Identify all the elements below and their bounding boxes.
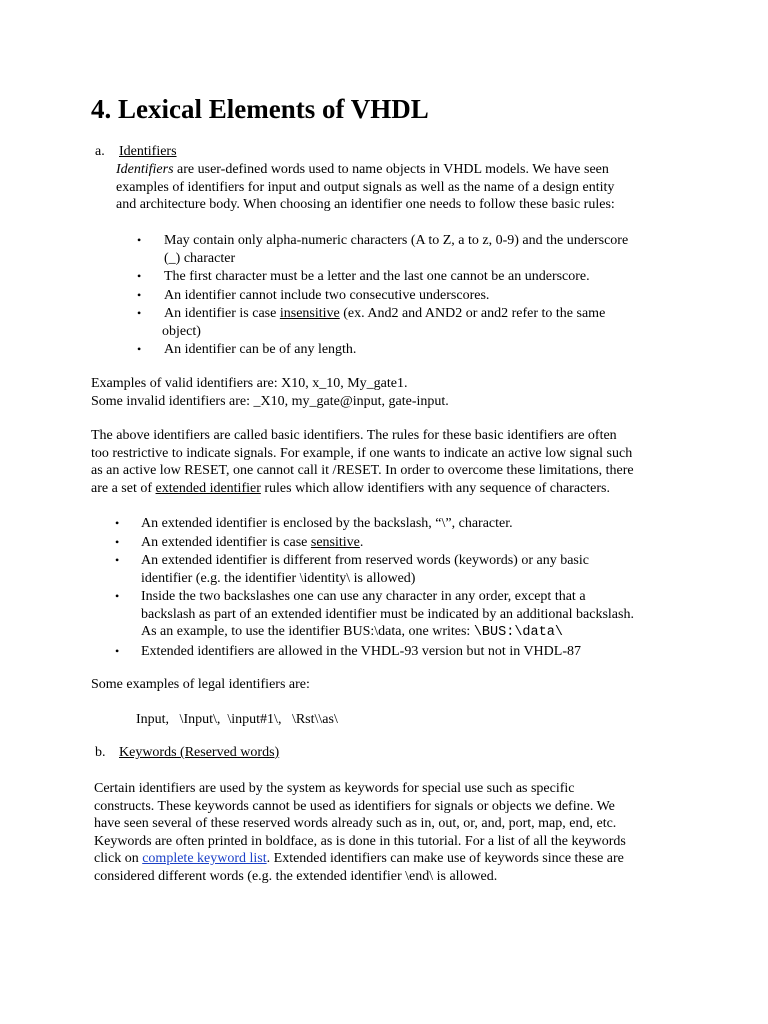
code-snippet: \BUS:\data\ [473, 625, 563, 640]
bullet-icon: • [115, 553, 120, 567]
section-a-intro [116, 161, 716, 214]
rule-text: The first character must be a letter and the last one cannot be an underscore. [164, 269, 590, 284]
paragraph-text: are a set of [91, 480, 156, 496]
rule-text-underlined: insensitive [279, 306, 340, 321]
rule-text-post: (ex. And2 and AND2 or and2 refer to the same [339, 306, 606, 321]
bullet-icon: • [115, 589, 120, 603]
legal-examples: Input, \Input\, \input#1\, \Rst\\as\ [136, 712, 338, 727]
list-item [137, 268, 697, 286]
rule-text-pre: As an example, to use the identifier BUS:\data, one writes: [141, 624, 474, 639]
section-a-marker: a. [95, 144, 105, 159]
rule-text [141, 534, 715, 552]
intro-line-1: are user-defined words used to name objects in VHDL models. We have seen [173, 162, 609, 177]
paragraph-text: . Extended identifiers can make use of keywords since these are [266, 851, 624, 866]
complete-keyword-list-link[interactable]: complete keyword list [142, 851, 267, 866]
paragraph-line [94, 850, 714, 868]
paragraph-line: Keywords are often printed in boldface, as is done in this tutorial. For a list of all the keywords [94, 833, 626, 849]
basic-rules-list [137, 232, 697, 359]
rule-text: An identifier cannot include two consecutive underscores. [164, 287, 490, 303]
rule-text: An identifier can be of any length. [164, 342, 357, 357]
bullet-icon: • [115, 516, 120, 530]
rule-text: An extended identifier is enclosed by the backslash, “\”, character. [141, 516, 513, 531]
bullet-icon: • [137, 269, 142, 283]
rule-text-underlined: sensitive [310, 534, 360, 550]
legal-examples-intro: Some examples of legal identifiers are: [91, 677, 310, 692]
paragraph-line: constructs. These keywords cannot be used as identifiers for signals or objects we define. We [94, 798, 615, 814]
intro-line-3: and architecture body. When choosing an identifier one needs to follow these basic rules: [116, 197, 615, 212]
identifier-examples [91, 375, 711, 410]
paragraph-line: The above identifiers are called basic identifiers. The rules for these basic identifiers are often [91, 428, 617, 443]
rule-text-pre: An identifier is case [164, 306, 280, 321]
rule-text: object) [162, 323, 201, 339]
keywords-paragraph [94, 780, 714, 885]
rule-text [141, 623, 715, 642]
list-item [137, 287, 697, 305]
rule-text-post: . [359, 534, 364, 550]
page-title: 4. Lexical Elements of VHDL [91, 94, 429, 124]
list-item [115, 534, 715, 552]
paragraph-line [91, 480, 731, 498]
list-item [137, 305, 697, 340]
valid-examples: Examples of valid identifiers are: X10, x_10, My_gate1. [91, 376, 408, 391]
list-item [115, 515, 715, 533]
paragraph-text: rules which allow identifiers with any sequence of characters. [260, 480, 610, 496]
rule-text: An extended identifier is different from reserved words (keywords) or any basic [141, 553, 589, 568]
basic-identifiers-paragraph [91, 427, 731, 497]
paragraph-line: Certain identifiers are used by the system as keywords for special use such as specific [94, 781, 575, 796]
rule-text [164, 305, 697, 323]
rule-text: backslash as part of an extended identifier must be indicated by an additional backslash. [141, 606, 634, 622]
paragraph-line: considered different words (e.g. the extended identifier \end\ is allowed. [94, 868, 498, 884]
rule-text: identifier (e.g. the identifier \identity\ is allowed) [141, 570, 416, 586]
extended-identifier-term: extended identifier [155, 480, 261, 496]
rule-text-pre: An extended identifier is case [141, 534, 311, 550]
list-item [137, 341, 697, 359]
intro-term: Identifiers [116, 162, 174, 177]
intro-line-2: examples of identifiers for input and output signals as well as the name of a design entity [116, 179, 615, 195]
list-item [137, 232, 697, 267]
rule-text: Inside the two backslashes one can use any character in any order, except that a [141, 589, 586, 604]
list-item [115, 552, 715, 587]
paragraph-line: as an active low RESET, one cannot call it /RESET. In order to overcome these limitations, there [91, 463, 634, 478]
bullet-icon: • [137, 287, 142, 302]
bullet-icon: • [137, 233, 142, 247]
section-b-marker: b. [95, 745, 106, 760]
list-item [115, 643, 715, 661]
bullet-icon: • [137, 342, 142, 356]
paragraph-line: have seen several of these reserved words already such as in, out, or, and, port, map, end, etc. [94, 816, 617, 831]
bullet-icon: • [115, 534, 120, 549]
list-item [115, 588, 715, 642]
rule-text: Extended identifiers are allowed in the VHDL-93 version but not in VHDL-87 [141, 643, 581, 659]
section-a-heading: Identifiers [119, 144, 177, 159]
bullet-icon: • [115, 643, 120, 658]
paragraph-line: too restrictive to indicate signals. For example, if one wants to indicate an active low signal such [91, 445, 633, 461]
paragraph-text: click on [94, 851, 143, 866]
section-b-heading: Keywords (Reserved words) [119, 745, 280, 760]
rule-text: May contain only alpha-numeric characters (A to Z, a to z, 0-9) and the underscore [164, 233, 629, 248]
invalid-examples: Some invalid identifiers are: _X10, my_gate@input, gate-input. [91, 393, 449, 409]
bullet-icon: • [137, 306, 142, 320]
rule-text: (_) character [164, 250, 236, 266]
extended-rules-list [115, 515, 715, 660]
